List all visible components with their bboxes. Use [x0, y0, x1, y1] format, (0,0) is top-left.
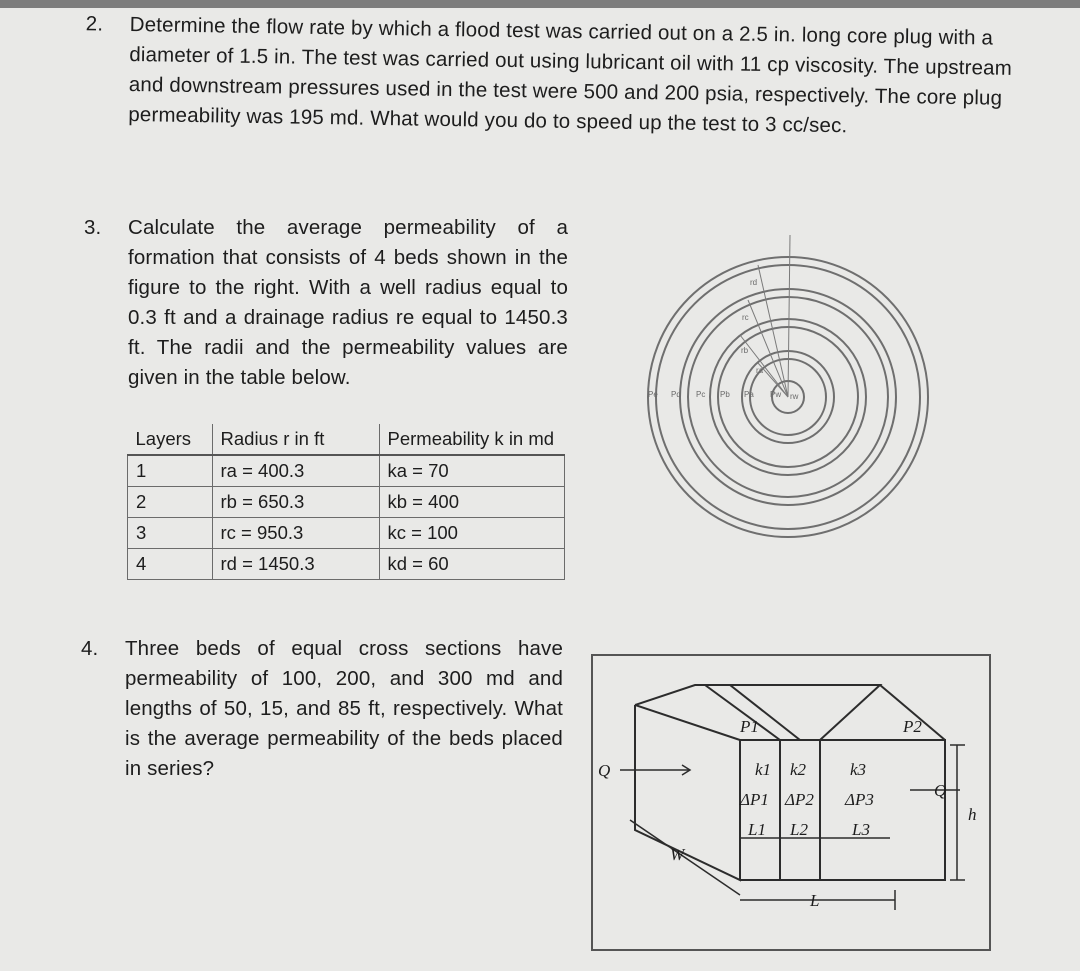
- header-layers: Layers: [128, 424, 213, 455]
- table-cell: kd = 60: [379, 549, 565, 580]
- table-header-row: [128, 424, 565, 455]
- pressure-label: Pd: [671, 390, 681, 399]
- label-k3: k3: [850, 760, 867, 779]
- question-number: 3.: [84, 216, 102, 239]
- radius-label: rb: [741, 346, 749, 355]
- question-text: Determine the flow rate by which a flood test was carried out on a 2.5 in. long core plug with a diameter of 1.5 in. The test was carried out using lubricant oil with 11 cp viscosity. The upstream and downstream pressures used in the test were 500 and 200 psia, respectively. The core plug permeability was 195 md. What would you do to speed up the test to 3 cc/sec.: [128, 12, 1013, 138]
- label-h: h: [968, 805, 977, 824]
- label-p1: P1: [740, 717, 759, 736]
- table-cell: 4: [128, 549, 213, 580]
- pressure-label: Pe: [648, 390, 658, 399]
- label-l1: L1: [748, 820, 766, 839]
- table-cell: rc = 950.3: [212, 518, 379, 549]
- permeability-table: [127, 424, 565, 580]
- question-number: 2.: [85, 12, 104, 36]
- header-radius: Radius r in ft: [212, 424, 379, 455]
- question-2: [85, 10, 1030, 144]
- label-q-in: Q: [598, 761, 611, 780]
- pressure-label: Pc: [696, 390, 706, 399]
- radial-beds-figure: [640, 225, 940, 545]
- table-row: [128, 487, 565, 518]
- pressure-label: Pa: [744, 390, 754, 399]
- label-dp2: ΔP2: [785, 790, 814, 809]
- question-3: [84, 213, 568, 393]
- table-cell: rd = 1450.3: [212, 549, 379, 580]
- label-p2: P2: [903, 717, 922, 736]
- pressure-label: Pb: [720, 390, 730, 399]
- table-cell: ra = 400.3: [212, 455, 379, 487]
- label-dp3: ΔP3: [845, 790, 874, 809]
- table-cell: 3: [128, 518, 213, 549]
- table-row: [128, 518, 565, 549]
- label-q-out: Q: [934, 781, 947, 800]
- table-cell: kc = 100: [379, 518, 565, 549]
- radius-label: rd: [750, 278, 758, 287]
- question-text: Calculate the average permeability of a formation that consists of 4 beds shown in the figure to the right. With a well radius equal to 0.3 ft and a drainage radius re equal to 1450.3 ft. The radii and the permeability values are given in the table below.: [128, 216, 568, 389]
- label-l3: L3: [852, 820, 870, 839]
- label-l: L: [810, 891, 820, 910]
- label-k2: k2: [790, 760, 807, 779]
- label-w: W: [670, 845, 685, 864]
- radius-label: rw: [790, 392, 799, 401]
- label-l2: L2: [790, 820, 808, 839]
- table-cell: 2: [128, 487, 213, 518]
- table-row: [128, 549, 565, 580]
- radius-label: rc: [742, 313, 749, 322]
- label-k1: k1: [755, 760, 772, 779]
- question-number: 4.: [81, 637, 99, 660]
- header-permeability: Permeability k in md: [379, 424, 565, 455]
- table-cell: ka = 70: [379, 455, 565, 487]
- table-cell: 1: [128, 455, 213, 487]
- table-row: [128, 455, 565, 487]
- question-4: [81, 634, 563, 784]
- table-cell: kb = 400: [379, 487, 565, 518]
- table-cell: rb = 650.3: [212, 487, 379, 518]
- pressure-label: Pw: [770, 390, 782, 399]
- series-beds-figure: [590, 650, 1000, 955]
- label-dp1: ΔP1: [740, 790, 769, 809]
- top-edge: [0, 0, 1080, 8]
- question-text: Three beds of equal cross sections have permeability of 100, 200, and 300 md and lengths of 50, 15, and 85 ft, respectively. What is the average permeability of the beds placed in series?: [125, 637, 563, 780]
- radius-label: ra: [756, 366, 764, 375]
